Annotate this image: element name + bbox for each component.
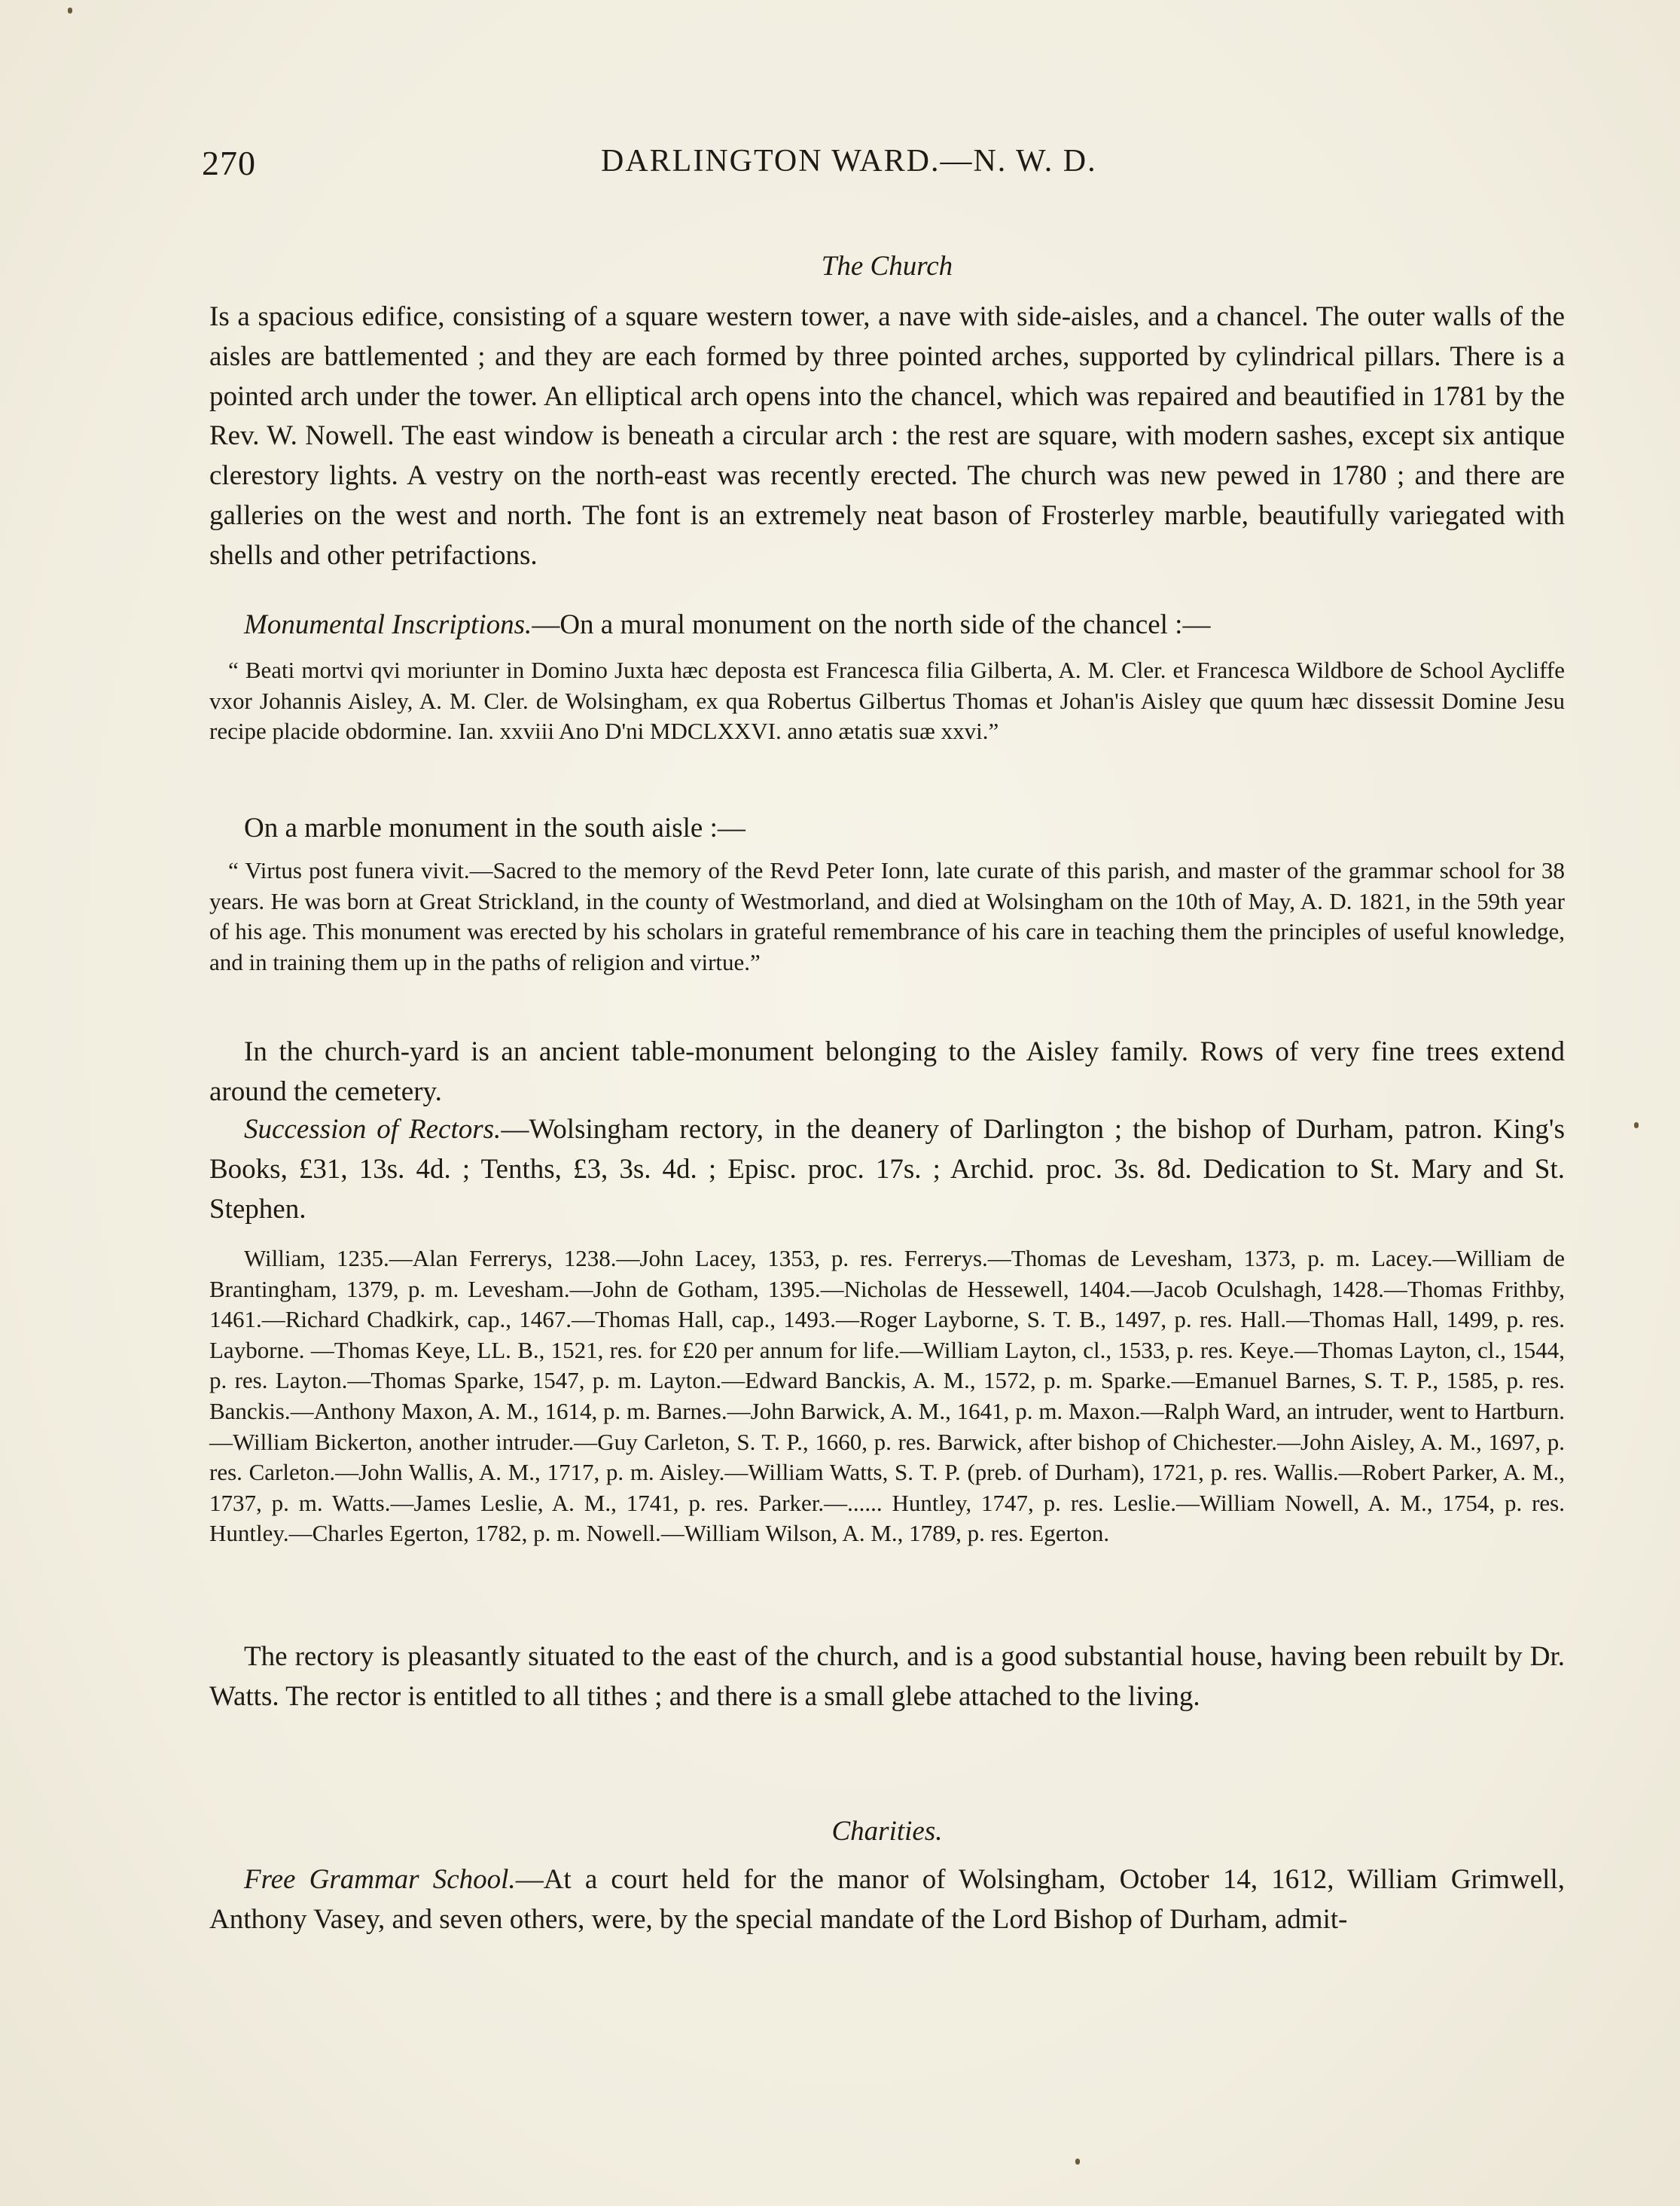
churchyard-paragraph: In the church-yard is an ancient table-monument belonging to the Aisley family. Rows of very fine trees extend around the cemetery. [209, 1036, 1565, 1107]
rectors-label: Succession of Rectors. [244, 1114, 502, 1145]
rectors-list-block [209, 1243, 1565, 1549]
rectory-paragraph: The rectory is pleasantly situated to the east of the church, and is a good substantial house, having been rebuilt by Dr. Watts. The rector is entitled to all tithes ; and there is a small glebe attached to the living. [209, 1641, 1565, 1712]
inscriptions-intro [209, 606, 1565, 645]
inscriptions-intro-text: —On a mural monument on the north side of the chancel :— [532, 609, 1211, 640]
rectors-intro [209, 1110, 1565, 1229]
marble-monument-intro: On a marble monument in the south aisle :— [244, 813, 745, 844]
charities-heading: Charities. [831, 1816, 943, 1847]
inscriptions-intro-block [209, 606, 1565, 645]
church-description: Is a spacious edifice, consisting of a square western tower, a nave with side-aisles, and a chancel. The outer walls of the aisles are battlemented ; and they are each formed by three pointed arches, supported by cylindrical pillars. There is a pointed arch under the tower. An elliptical arch opens into the chancel, which was repaired and beautified in 1781 by the Rev. W. Nowell. The east window is beneath a circular arch : the rest are square, with modern sashes, except six antique clerestory lights. A vestry on the north-east was recently erected. The church was new pewed in 1780 ; and there are galleries on the west and north. The font is an extremely neat bason of Frosterley marble, beautifully variegated with shells and other petrifactions. [209, 301, 1565, 571]
page-header [202, 143, 1602, 188]
paper-speck [68, 8, 72, 14]
grammar-school-paragraph [209, 1860, 1565, 1940]
rectors-intro-text: —Wolsingham rectory, in the deanery of Darlington ; the bishop of Durham, patron. King's Books, £31, 13s. 4d. ; Tenths, £3, 3s. 4d. ; Episc. proc. 17s. ; Archid. proc. 3s. 8d. Dedication to St. Mary and St. Stephen. [209, 1114, 1565, 1225]
grammar-school-block [209, 1860, 1565, 1940]
inscription-1-block [209, 655, 1565, 747]
church-heading: The Church [821, 251, 953, 282]
inscription-ionn: “ Virtus post funera vivit.—Sacred to the memory of the Revd Peter Ionn, late curate of this parish, and master of the grammar school for 38 years. He was born at Great Strickland, in the county of Westmorland, and died at Wolsingham on the 10th of May, A. D. 1821, in the 59th year of his age. This monument was erected by his scholars in grateful remembrance of his care in teaching them the principles of useful knowledge, and in training them up in the paths of religion and virtue.” [209, 857, 1565, 975]
grammar-school-label: Free Grammar School. [244, 1864, 516, 1895]
marble-intro-block [209, 809, 1565, 849]
church-section [209, 250, 1565, 282]
running-head: DARLINGTON WARD.—N. W. D. [601, 144, 1097, 178]
rectors-intro-block [209, 1110, 1565, 1229]
church-description-block [209, 297, 1565, 576]
inscription-2-block [209, 856, 1565, 978]
grammar-school-text: —At a court held for the manor of Wolsingham, October 14, 1612, William Grimwell, Anthony Vasey, and seven others, were, by the special mandate of the Lord Bishop of Durham, admit- [209, 1864, 1565, 1935]
rectory-block [209, 1637, 1565, 1717]
paper-speck [1634, 1122, 1639, 1128]
inscriptions-label: Monumental Inscriptions. [244, 609, 532, 640]
charities-section [209, 1815, 1565, 1847]
page-number: 270 [202, 144, 256, 182]
rectors-list: William, 1235.—Alan Ferrerys, 1238.—John Lacey, 1353, p. res. Ferrerys.—Thomas de Levesham, 1373, p. m. Lacey.—William de Brantingham, 1379, p. m. Levesham.—John de Gotham, 1395.—Nicholas de Hessewell, 1404.—Jacob Oculshagh, 1428.—Thomas Frithby, 1461.—Richard Chadkirk, cap., 1467.—Thomas Hall, cap., 1493.—Roger Layborne, S. T. B., 1497, p. res. Hall.—Thomas Hall, 1499, p. res. Layborne. —Thomas Keye, LL. B., 1521, res. for £20 per annum for life.—William Layton, cl., 1533, p. res. Keye.—Thomas Layton, cl., 1544, p. res. Layton.—Thomas Sparke, 1547, p. m. Layton.—Edward Banckis, A. M., 1572, p. m. Sparke.—Emanuel Barnes, S. T. P., 1585, p. res. Banckis.—Anthony Maxon, A. M., 1614, p. m. Barnes.—John Barwick, A. M., 1641, p. m. Maxon.—Ralph Ward, an intruder, went to Hartburn.—William Bickerton, another intruder.—Guy Carleton, S. T. P., 1660, p. res. Barwick, after bishop of Chichester.—John Aisley, A. M., 1697, p. res. Carleton.—John Wallis, A. M., 1717, p. m. Aisley.—William Watts, S. T. P. (preb. of Durham), 1721, p. res. Wallis.—Robert Parker, A. M., 1737, p. m. Watts.—James Leslie, A. M., 1741, p. res. Parker.—...... Huntley, 1747, p. res. Leslie.—William Nowell, A. M., 1754, p. res. Huntley.—Charles Egerton, 1782, p. m. Nowell.—William Wilson, A. M., 1789, p. res. Egerton. [209, 1245, 1565, 1547]
paper-speck [1075, 2159, 1080, 2165]
inscription-latin: “ Beati mortvi qvi moriunter in Domino Juxta hæc deposta est Francesca filia Gilberta, A. M. Cler. et Francesca Wildbore de School Aycliffe vxor Johannis Aisley, A. M. Cler. de Wolsingham, ex qua Robertus Gilbertus Thomas et Johan'is Aisley que quum hæc dissessit Domine Jesu recipe placide obdormine. Ian. xxviii Ano D'ni MDCLXXVI. anno ætatis suæ xxvi.” [209, 657, 1565, 744]
churchyard-block [209, 1033, 1565, 1112]
